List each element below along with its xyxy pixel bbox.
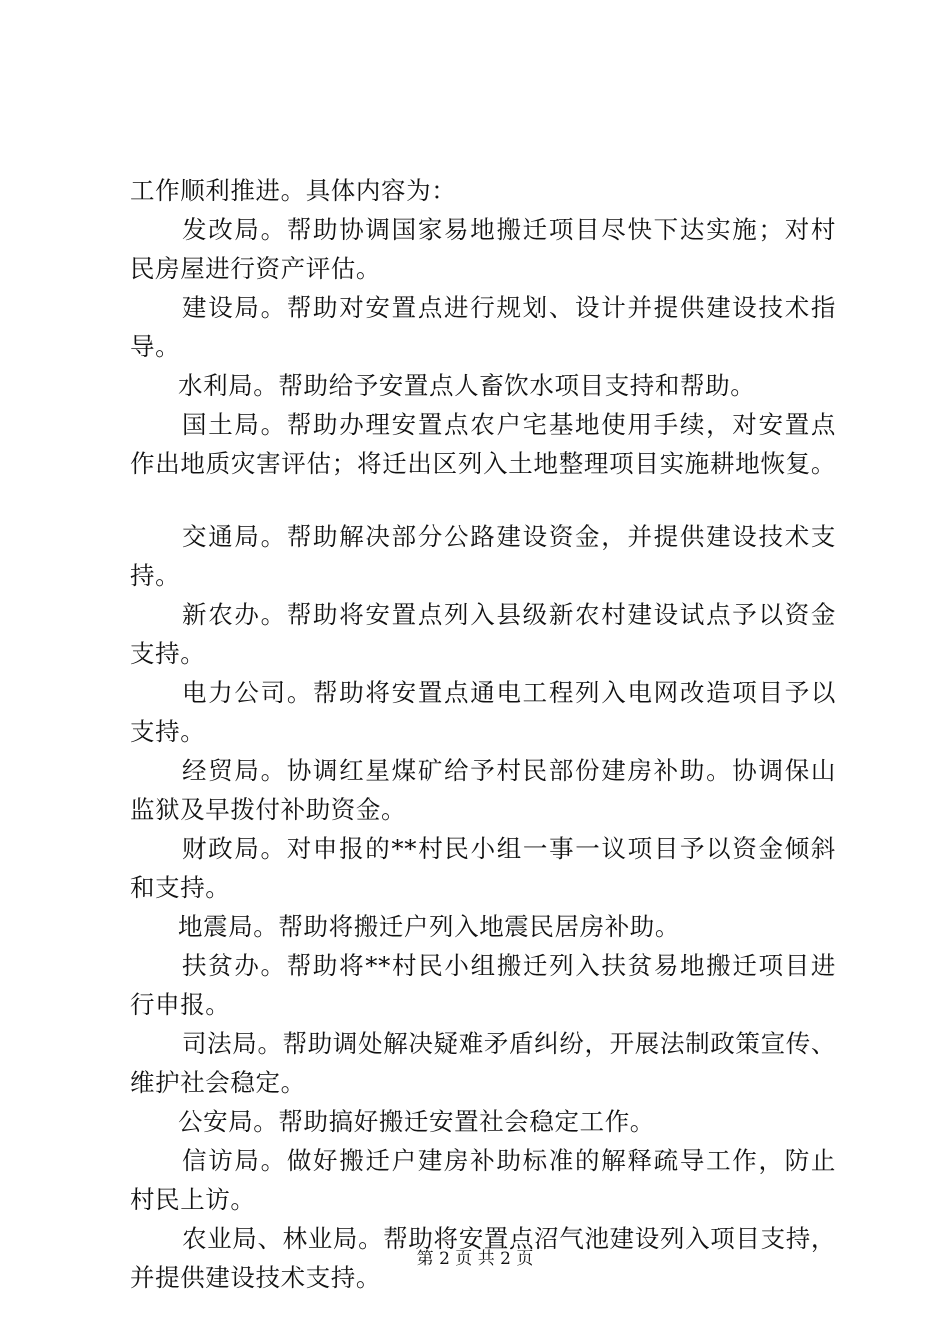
text-line: 作出地质灾害评估；将迁出区列入土地整理项目实施耕地恢复。 <box>130 449 836 478</box>
text-line: 并提供建设技术支持。 <box>130 1263 381 1292</box>
text-line: 村民上访。 <box>130 1185 256 1214</box>
text-line: 工作顺利推进。具体内容为： <box>130 176 457 205</box>
page-footer: 第 2 页 共 2 页 <box>416 1249 534 1269</box>
text-line: 发改局。帮助协调国家易地搬迁项目尽快下达实施；对村 <box>182 215 836 244</box>
paragraph-gap <box>130 483 836 517</box>
text-line: 建设局。帮助对安置点进行规划、设计并提供建设技术指 <box>182 293 836 322</box>
text-line: 持。 <box>130 561 181 590</box>
text-line: 行申报。 <box>130 990 231 1019</box>
text-line: 监狱及早拨付补助资金。 <box>130 795 407 824</box>
text-line: 和支持。 <box>130 873 231 902</box>
text-line: 民房屋进行资产评估。 <box>130 254 381 283</box>
text-line: 司法局。帮助调处解决疑难矛盾纠纷，开展法制政策宣传、 <box>182 1029 836 1058</box>
text-line: 信访局。做好搬迁户建房补助标准的解释疏导工作，防止 <box>182 1146 836 1175</box>
text-line: 电力公司。帮助将安置点通电工程列入电网改造项目予以 <box>182 678 836 707</box>
text-line: 支持。 <box>130 639 206 668</box>
text-line: 经贸局。协调红星煤矿给予村民部份建房补助。协调保山 <box>182 756 836 785</box>
text-line: 财政局。对申报的**村民小组一事一议项目予以资金倾斜 <box>182 834 836 863</box>
text-line: 维护社会稳定。 <box>130 1068 306 1097</box>
text-line: 扶贫办。帮助将**村民小组搬迁列入扶贫易地搬迁项目进 <box>182 951 836 980</box>
text-line: 导。 <box>130 332 181 361</box>
text-line: 支持。 <box>130 717 206 746</box>
text-line: 国土局。帮助办理安置点农户宅基地使用手续，对安置点 <box>182 410 836 439</box>
text-line: 农业局、林业局。帮助将安置点沼气池建设列入项目支持， <box>182 1224 836 1253</box>
text-line: 水利局。帮助给予安置点人畜饮水项目支持和帮助。 <box>178 371 756 400</box>
text-line: 交通局。帮助解决部分公路建设资金，并提供建设技术支 <box>182 522 836 551</box>
text-line: 地震局。帮助将搬迁户列入地震民居房补助。 <box>178 912 680 941</box>
text-line: 新农办。帮助将安置点列入县级新农村建设试点予以资金 <box>182 600 836 629</box>
text-line: 公安局。帮助搞好搬迁安置社会稳定工作。 <box>178 1107 655 1136</box>
document-body <box>130 171 836 1297</box>
